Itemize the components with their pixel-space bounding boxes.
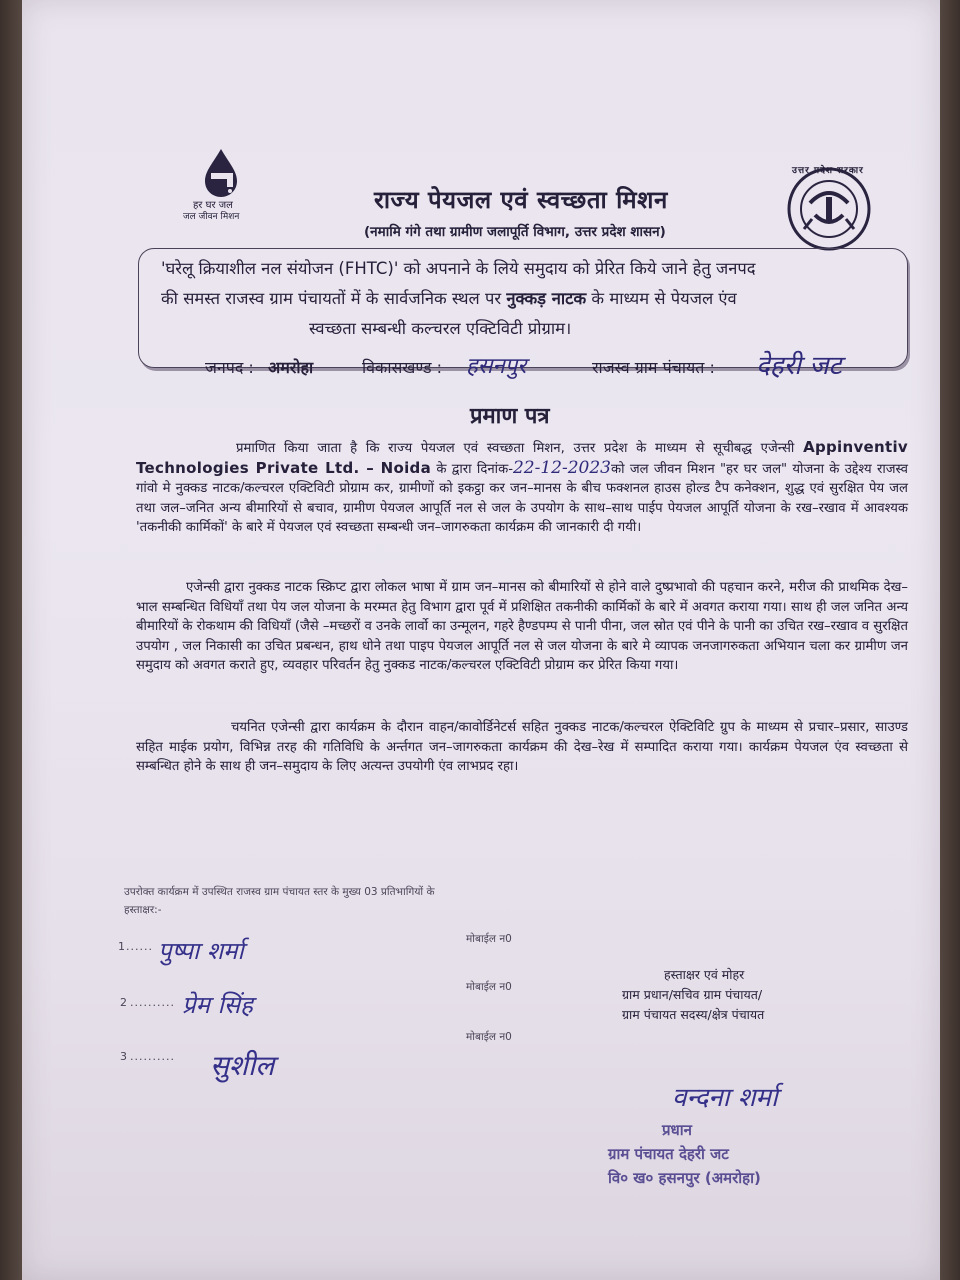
participant-3-signature: सुशील xyxy=(210,1049,275,1082)
program-line-3: स्वच्छता सम्बन्धी कल्चरल एक्टिविटी प्रोग्राम। xyxy=(309,319,572,338)
participant-3-dots: .......... xyxy=(130,1050,175,1063)
document-title: राज्य पेयजल एवं स्वच्छता मिशन xyxy=(374,186,668,214)
up-govt-seal xyxy=(782,163,877,253)
panchayat-label: राजस्व ग्राम पंचायत : xyxy=(592,358,715,377)
participant-1-signature: पुष्पा शर्मा xyxy=(158,937,244,965)
logo-left-text-1: हर घर जल xyxy=(193,200,233,211)
body-paragraph-3: चयनित एजेन्सी द्वारा कार्यक्रम के दौरान वाहन/कावोर्डिनेटर्स सहित नुक्कड नाटक/कल्चरल ऐक्टिविटि ग्रुप के माध्यम से प्रचार–प्रसार, साउण्ड सहित माईक प्रयोग, विभिन्न तरह की गतिविधि के अर्न्तगत जन–जागरुकता कार्यक्रम की देख–रेख में सम्पादित कराया गया। कार्यक्रम पेयजल एंव स्वच्छता से सम्बन्धित होने के साथ ही जन–समुदाय के लिए अत्यन्त उपयोगी एंव लाभप्रद रहा। xyxy=(136,720,908,775)
body-paragraph-1: प्रमाणित किया जाता है कि राज्य पेयजल एवं स्वच्छता मिशन, उत्तर प्रदेश के माध्यम से सूचीबद्ध एजेन्सी Appinventiv Technologies Private Ltd. – Noida के द्वारा दिनांक-22-12-2023को जल जीवन मिशन "हर घर जल" योजना के उद्देश्य राजस्व गांवो मे नुक्कड नाटक/कल्चरल एक्टिविटी प्रोग्राम कर, ग्रामीणों को इकट्ठा कर जन–मानस के बीच फक्शनल हाउस होल्ड टैप कनेक्शन, शुद्ध एवं सुरक्षित पेय जल तथा जल–जनित अन्य बीमारियों से बचाव, ग्रामीण पेयजल आपूर्ति नल से जल के उपयोग के साथ–साथ पाईप पेयजल आपूर्ति योजना के रख–रखाव में आवश्यक 'तकनीकी कार्मिकों' के बारे में पेयजल एवं स्वच्छता सम्बन्धी जन–जागरुकता कार्यक्रम की जानकारी दी गयी। xyxy=(136,438,908,536)
body-paragraph-2: एजेन्सी द्वारा नुक्कड नाटक स्क्रिप्ट द्वारा लोकल भाषा में ग्राम जन–मानस को बीमारियों से होने वाले दुष्प्रभावो की पहचान करने, मरीज की प्राथमिक देख–भाल सम्बन्धित विधियाँ तथा पेय जल योजना के मरम्मत हेतु विभाग द्वारा पूर्व में प्रशिक्षित तकनीकी कार्मिकों के बारे में अवगत कराया गया। साथ ही जल जनित अन्य बीमारियों के रोकथाम की विधियाँ (जैसे –मच्छरों व उनके लार्वो का उन्मूलन, गहरे हैण्डपम्प से पानी पीना, जल स्रोत एवं पीने के पानी का उचित रख–रखाव व सुरक्षित उपयोग , जल निकासी का उचित प्रबन्धन, हाथ धोने तथा पाइप पेयजल आपूर्ति नल से जल योजना के बारे मे व्यापक जनजागरुकता अभियान चला कर ग्रामीण जन समुदाय को अवगत कराते हुए, व्यवहार परिवर्तन हेतु नुक्कड नाटक/कल्चरल एक्टिविटी प्रोग्राम कर प्रेरित किया गया। xyxy=(136,580,908,674)
date-handwritten: 22-12-2023 xyxy=(512,457,611,478)
authority-roles-1: ग्राम प्रधान/सचिव ग्राम पंचायत/ xyxy=(622,987,763,1002)
participant-1-dots: ...... xyxy=(126,940,153,953)
certificate-title: प्रमाण पत्र xyxy=(470,404,550,429)
block-label: विकासखण्ड : xyxy=(362,358,443,377)
participant-3-number: 3 xyxy=(120,1050,128,1063)
authority-roles-2: ग्राम पंचायत सदस्य/क्षेत्र पंचायत xyxy=(622,1007,765,1022)
authority-title: हस्ताक्षर एवं मोहर xyxy=(664,967,745,982)
signatures-label: हस्ताक्षर:- xyxy=(124,904,162,916)
participant-1-number: 1 xyxy=(118,940,126,953)
participant-2-mobile-label: मोबाईल न0 xyxy=(466,981,512,993)
stamp-block: वि० ख० हसनपुर (अमरोहा) xyxy=(608,1169,761,1187)
logo-left-text-2: जल जीवन मिशन xyxy=(183,212,240,222)
participant-2-signature: प्रेम सिंह xyxy=(182,991,253,1019)
program-line-1: 'घरेलू क्रियाशील नल संयोजन (FHTC)' को अपनाने के लिये समुदाय को प्रेरित किये जाने हेतु जनपद xyxy=(161,259,756,278)
up-emblem-icon xyxy=(782,163,877,253)
participants-intro: उपरोक्त कार्यक्रम में उपस्थित राजस्व ग्राम पंचायत स्तर के मुख्य 03 प्रतिभागियों के xyxy=(124,886,435,898)
participant-3-mobile-label: मोबाईल न0 xyxy=(466,1031,512,1043)
stamp-panchayat: ग्राम पंचायत देहरी जट xyxy=(608,1145,729,1163)
block-value-handwritten: हसनपुर xyxy=(466,354,527,379)
panchayat-value-handwritten: देहरी जट xyxy=(756,351,842,381)
program-line-2: की समस्त राजस्व ग्राम पंचायतों में के सार्वजनिक स्थल पर नुक्कड़ नाटक के माध्यम से पेयजल एंव xyxy=(161,289,737,308)
stamp-designation: प्रधान xyxy=(662,1121,692,1139)
agency-name: Appinventiv Technologies Private Ltd. – Noida xyxy=(136,438,908,477)
seal-text: उत्तर प्रदेश सरकार xyxy=(792,166,864,176)
pradhan-signature: वन्दना शर्मा xyxy=(672,1083,778,1113)
participant-2-dots: .......... xyxy=(130,996,175,1009)
participant-1-mobile-label: मोबाईल न0 xyxy=(466,933,512,945)
water-drop-tap-icon xyxy=(183,143,283,199)
district-value: अमरोहा xyxy=(268,358,314,377)
har-ghar-jal-logo xyxy=(183,143,283,233)
district-label: जनपद : xyxy=(205,358,254,377)
nukkad-natak-bold: नुक्कड़ नाटक xyxy=(506,289,587,308)
document-subtitle: (नमामि गंगे तथा ग्रामीण जलापूर्ति विभाग, उत्तर प्रदेश शासन) xyxy=(364,224,666,240)
participant-2-number: 2 xyxy=(120,996,128,1009)
